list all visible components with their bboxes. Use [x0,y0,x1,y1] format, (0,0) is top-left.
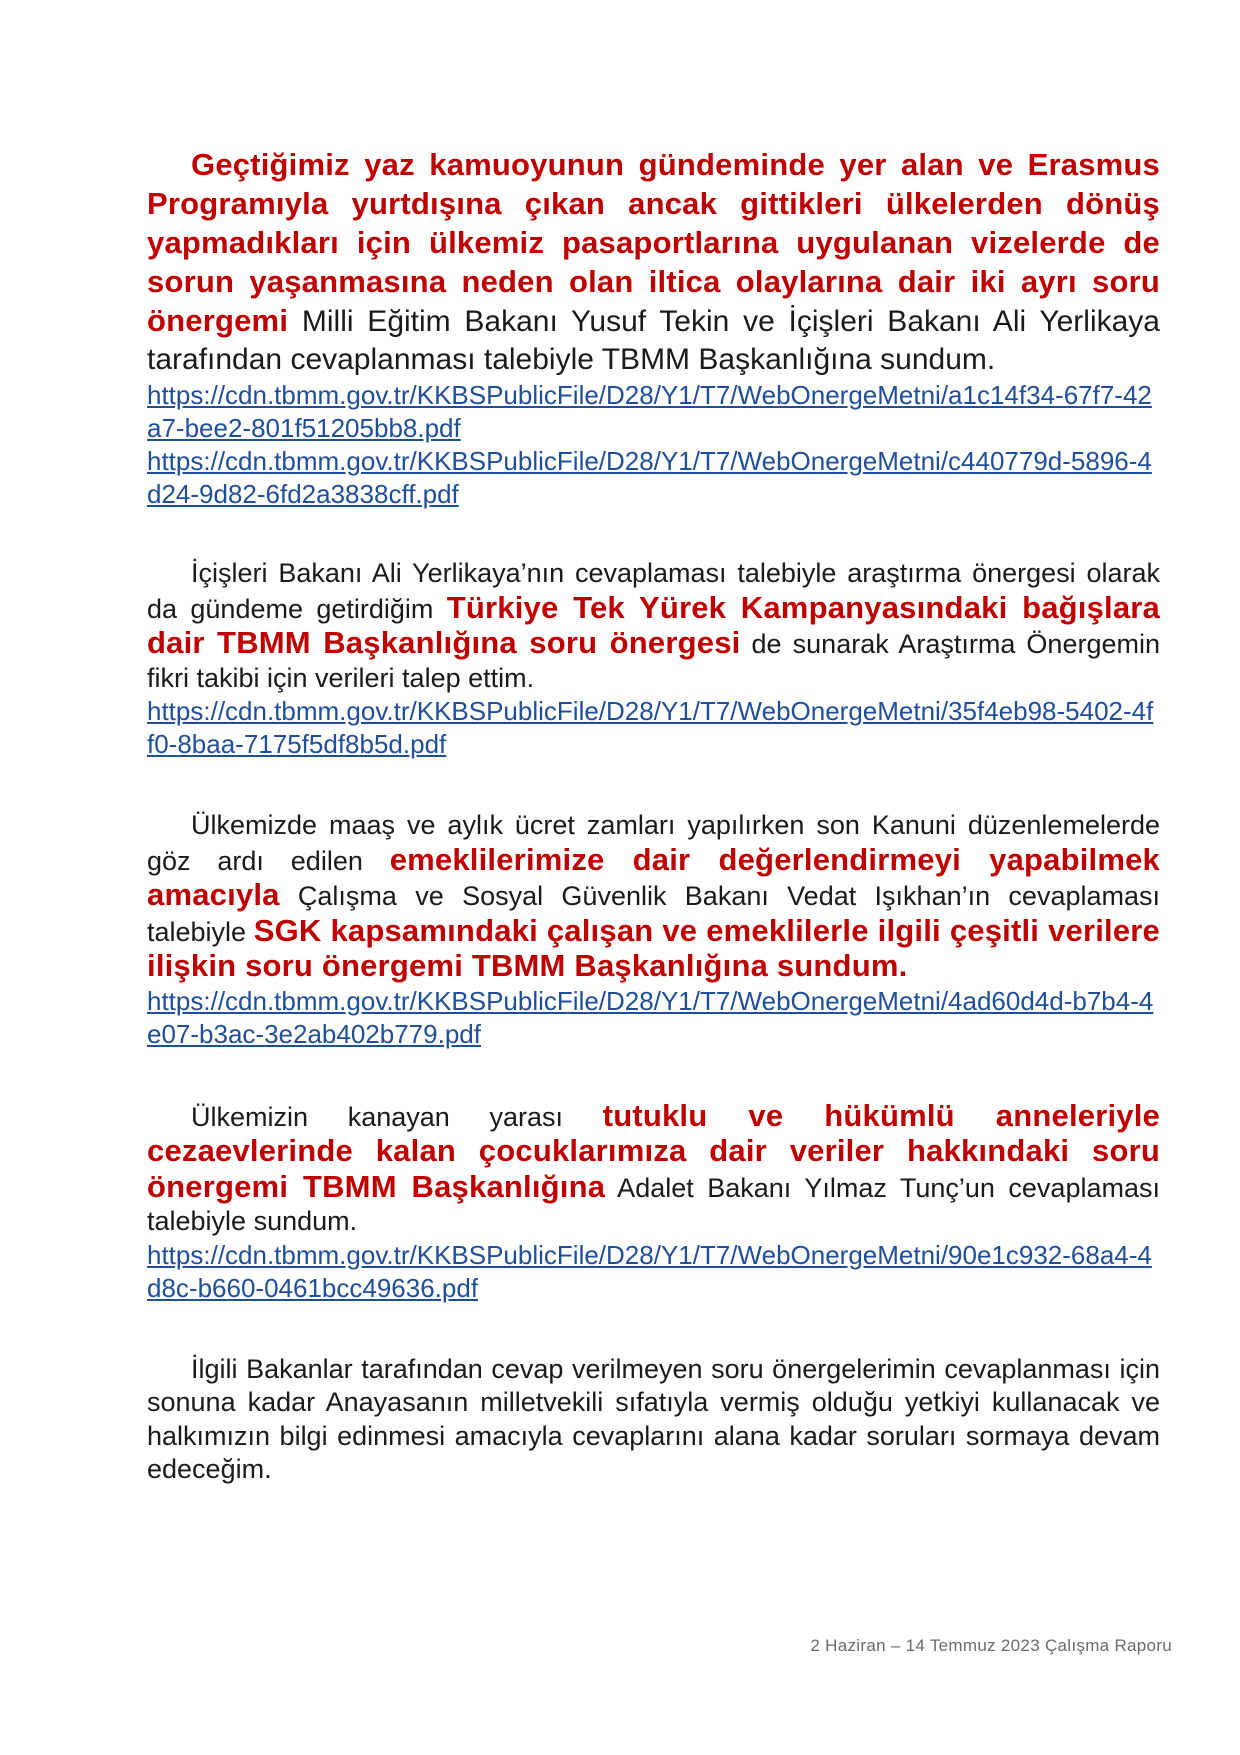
text-emekliler-2: Çalışma ve Sosyal Güvenlik Bakanı Vedat Işıkhan’ın cevaplaması talebiyle [147,881,1160,947]
highlight-tek-yurek: Türkiye Tek Yürek Kampanyasındaki bağışlara dair TBMM Başkanlığına soru önergesi [147,589,1160,660]
paragraph-tek-yurek [147,557,1160,695]
text-tek-yurek-1: İçişleri Bakanı Ali Yerlikaya’nın cevaplaması talebiyle araştırma önergesi olarak da gündeme getirdiğim [147,558,1160,624]
highlight-erasmus: Geçtiğimiz yaz kamuoyunun gündeminde yer alan ve Erasmus Programıyla yurtdışına çıkan ancak gittikleri ülkelerden dönüş yapmadıkları için ülkemiz pasaportlarına uygulanan vizelerde de sorun yaşanmasına neden olan iltica olaylarına dair iki ayrı soru önergemi [147,147,1160,338]
paragraph-emekliler [147,809,1160,985]
report-page [147,146,1160,1535]
section-closing [147,1353,1160,1487]
link-erasmus-2[interactable]: https://cdn.tbmm.gov.tr/KKBSPublicFile/D28/Y1/T7/WebOnergeMetni/c440779d-5896-4d24-9d82-6fd2a3838cff.pdf [147,446,1152,509]
link-tek-yurek[interactable]: https://cdn.tbmm.gov.tr/KKBSPublicFile/D28/Y1/T7/WebOnergeMetni/35f4eb98-5402-4ff0-8baa-7175f5df8b5d.pdf [147,696,1154,759]
footer-report-title: 2 Haziran – 14 Temmuz 2023 Çalışma Raporu [810,1636,1172,1655]
highlight-cezaevi: tutuklu ve hükümlü anneleriyle cezaevlerinde kalan çocuklarımıza dair veriler hakkındaki soru önergemi TBMM Başkanlığına [147,1097,1160,1204]
link-emekliler[interactable]: https://cdn.tbmm.gov.tr/KKBSPublicFile/D28/Y1/T7/WebOnergeMetni/4ad60d4d-b7b4-4e07-b3ac-3e2ab402b779.pdf [147,985,1154,1049]
highlight-emekliler-2: SGK kapsamındaki çalışan ve emeklilerle ilgili çeşitli verilere ilişkin soru önergemi TBMM Başkanlığına sundum. [147,912,1160,983]
section-emekliler [147,809,1160,1051]
text-tek-yurek-2: de sunarak Araştırma Önergemin fikri takibi için verileri talep ettim. [147,629,1160,693]
paragraph-cezaevi [147,1099,1160,1239]
link-erasmus-1[interactable]: https://cdn.tbmm.gov.tr/KKBSPublicFile/D28/Y1/T7/WebOnergeMetni/a1c14f34-67f7-42a7-bee2-801f51205bb8.pdf [147,380,1152,443]
section-cezaevi [147,1099,1160,1305]
text-cezaevi-2: Adalet Bakanı Yılmaz Tunç’un cevaplaması talebiyle sundum. [147,1172,1160,1236]
text-cezaevi-1: Ülkemizin kanayan yarası [191,1101,603,1132]
text-emekliler-1: Ülkemizde maaş ve aylık ücret zamları yapılırken son Kanuni düzenlemelerde göz ardı edilen [147,810,1160,876]
link-cezaevi[interactable]: https://cdn.tbmm.gov.tr/KKBSPublicFile/D28/Y1/T7/WebOnergeMetni/90e1c932-68a4-4d8c-b660-0461bcc49636.pdf [147,1239,1152,1303]
highlight-emekliler-1: emeklilerimize dair değerlendirmeyi yapabilmek amacıyla [147,841,1160,912]
text-erasmus: Milli Eğitim Bakanı Yusuf Tekin ve İçişleri Bakanı Ali Yerlikaya tarafından cevaplanması talebiyle TBMM Başkanlığına sundum. [147,305,1160,376]
section-erasmus [147,146,1160,511]
paragraph-erasmus [147,146,1160,379]
section-tek-yurek [147,557,1160,761]
paragraph-closing: İlgili Bakanlar tarafından cevap verilmeyen soru önergelerimin cevaplanması için sonuna kadar Anayasanın milletvekili sıfatıyla vermiş olduğu yetkiyi kullanacak ve halkımızın bilgi edinmesi amacıyla cevaplarını alana kadar soruları sormaya devam edeceğim. [147,1353,1160,1484]
